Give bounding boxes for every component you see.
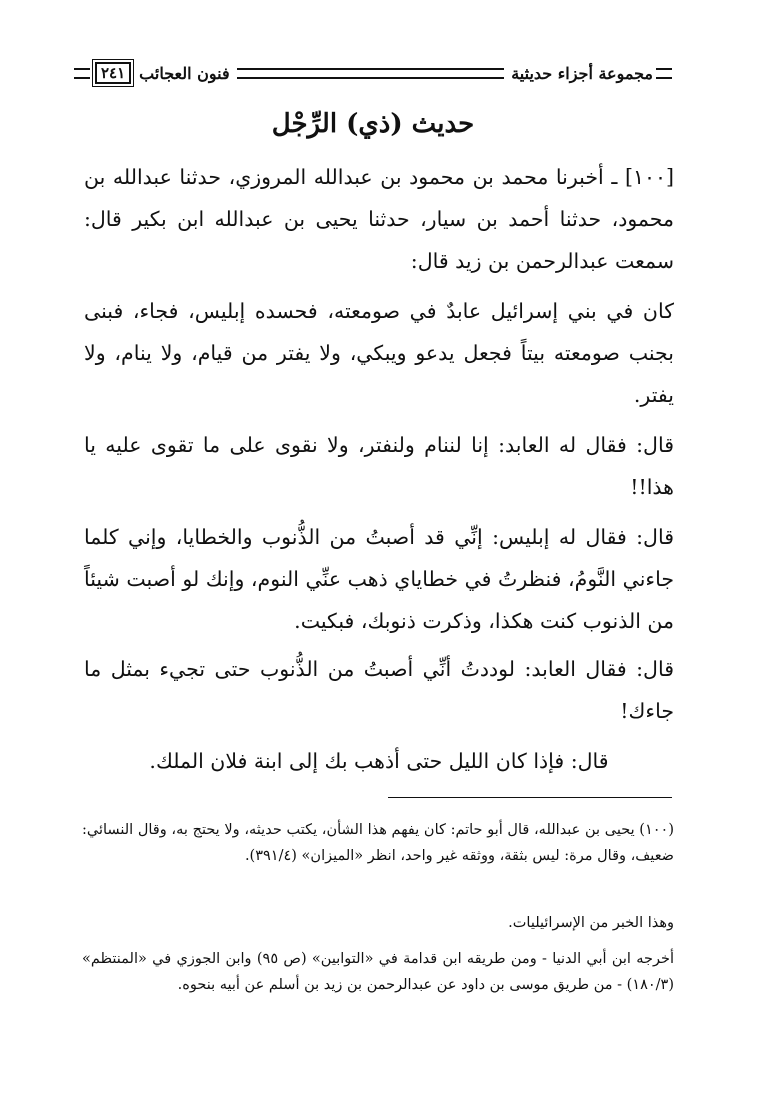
narrative-paragraph-5: قال: فإذا كان الليل حتى أذهب بك إلى ابنة فلان الملك. [149, 749, 609, 773]
header-rule-start [656, 68, 672, 79]
part-title: فنون العجائب [139, 63, 230, 83]
narrative-paragraph-1: كان في بني إسرائيل عابدٌ في صومعته، فحسده إبليس، فجاء، فبنى بجنب صومعته بيتاً فجعل يدعو ويبكي، ولا يفتر من قيام، ولا ينام، ولا يفتر. [84, 299, 674, 407]
footnote-divider [388, 797, 672, 798]
isnad-paragraph: [١٠٠] ـ أخبرنا محمد بن محمود بن عبدالله المروزي، حدثنا عبدالله بن محمود، حدثنا أحمد بن سيار، حدثنا يحيى بن عبدالله ابن بكير قال: سمعت عبدالرحمن بن زيد قال: [84, 165, 674, 273]
header-rule-end [74, 68, 90, 79]
header-rule-middle [237, 68, 505, 79]
running-header [74, 60, 672, 86]
footnote-takhrij: أخرجه ابن أبي الدنيا - ومن طريقه ابن قدامة في «التوابين» (ص ٩٥) وابن الجوزي في «المنتظم» (١٨٠/٣) - من طريق موسى بن داود عن عبدالرحمن بن زيد بن أسلم عن أبيه بنحوه. [82, 951, 674, 993]
book-title: مجموعة أجزاء حديثية [511, 63, 653, 83]
page-number: ٢٤١ [95, 62, 131, 84]
narrative-paragraph-4: قال: فقال العابد: لوددتُ أنِّي أصبتُ من الذُّنوب حتى تجيء بمثل ما جاءك! [84, 657, 674, 723]
narrative-paragraph-2: قال: فقال له العابد: إنا لننام ولنفتر، ولا نقوى على ما تقوى عليه يا هذا!! [84, 433, 674, 499]
narrative-paragraph-3: قال: فقال له إبليس: إنِّي قد أصبتُ من الذُّنوب والخطايا، وإني كلما جاءني النَّومُ، فنظرتُ في خطاياي ذهب عنِّي النوم، وإنك لو أصبت شيئاً من الذنوب كنت هكذا، وذكرت ذنوبك، فبكيت. [84, 525, 674, 633]
footnote-100: (١٠٠) يحيى بن عبدالله، قال أبو حاتم: كان يفهم هذا الشأن، يكتب حديثه، ولا يحتج به، وقال النسائي: ضعيف، وقال مرة: ليس بثقة، ووثقه غير واحد، انظر «الميزان» (٣٩١/٤). [82, 822, 674, 864]
footnote-note: وهذا الخبر من الإسرائيليات. [508, 915, 674, 931]
chapter-title: حديث (ذي) الرِّجْل [271, 109, 475, 139]
